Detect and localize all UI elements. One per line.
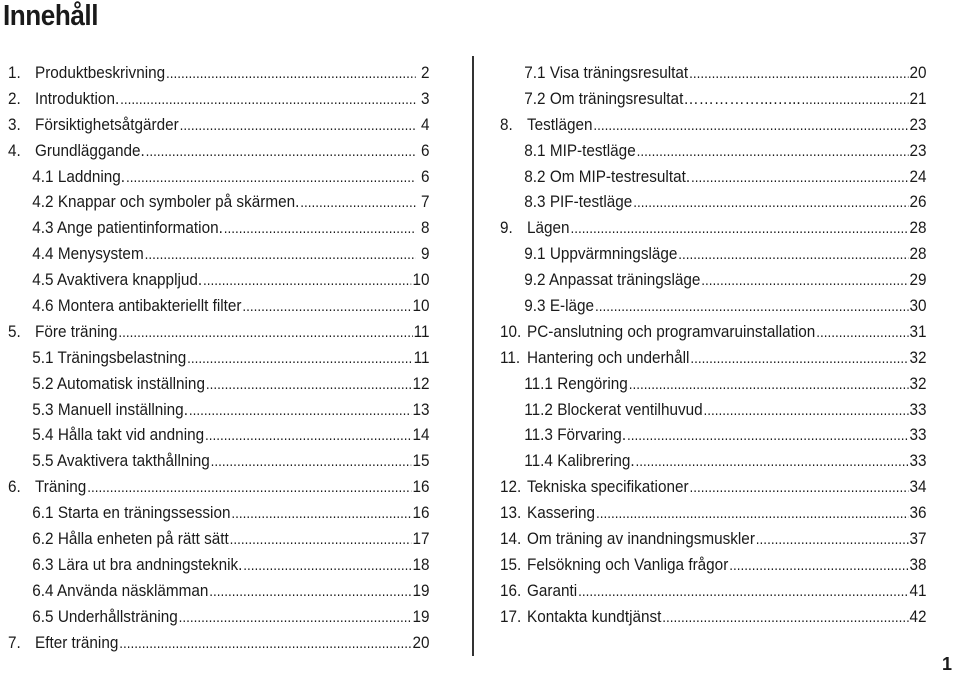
toc-entry-page: 4 xyxy=(421,114,430,134)
page-number: 1 xyxy=(942,654,953,674)
toc-entry-label: Om träning av inandningsmuskler xyxy=(527,529,755,549)
toc-entry-label: Kontakta kundtjänst xyxy=(527,606,662,626)
toc-entry-page: 42 xyxy=(909,606,927,626)
toc-entry-label: 6.5 Underhållsträning xyxy=(32,606,178,626)
toc-entry[interactable] xyxy=(500,528,927,554)
toc-entry[interactable] xyxy=(8,88,430,114)
dot-leader xyxy=(180,115,416,137)
toc-entry-page: 24 xyxy=(909,166,927,186)
toc-right-column xyxy=(500,62,927,632)
toc-entry-page: 12 xyxy=(412,373,430,393)
toc-entry-number: 8. xyxy=(500,114,513,134)
toc-entry[interactable] xyxy=(500,243,927,269)
toc-entry-page: 6 xyxy=(421,166,430,186)
toc-entry-label: Garanti xyxy=(527,580,578,600)
dot-leader xyxy=(689,63,909,85)
toc-entry-page: 18 xyxy=(412,554,430,574)
toc-entry[interactable] xyxy=(500,606,927,632)
toc-entry[interactable] xyxy=(8,502,430,528)
toc-entry[interactable] xyxy=(500,373,927,399)
toc-entry-label: 5.5 Avaktivera takthållning xyxy=(32,451,210,471)
toc-entry-label: 4.3 Ange patientinformation. xyxy=(32,218,223,238)
toc-entry-label: Träning xyxy=(35,477,87,497)
dot-leader xyxy=(145,244,416,266)
toc-entry[interactable] xyxy=(8,62,430,88)
toc-entry[interactable] xyxy=(500,554,927,580)
toc-entry-label: 5.3 Manuell inställning. xyxy=(32,399,188,419)
toc-entry-number: 11. xyxy=(500,347,521,367)
toc-entry-label: 4.2 Knappar och symboler på skärmen. xyxy=(32,192,300,212)
toc-entry-page: 38 xyxy=(909,554,927,574)
toc-entry[interactable] xyxy=(500,450,927,476)
toc-entry[interactable] xyxy=(8,269,430,295)
toc-entry[interactable] xyxy=(8,399,430,425)
toc-entry[interactable] xyxy=(500,347,927,373)
toc-entry-label: 5.1 Träningsbelastning xyxy=(32,347,187,367)
toc-entry-page: 37 xyxy=(909,529,927,549)
toc-entry[interactable] xyxy=(500,476,927,502)
dot-leader xyxy=(179,607,412,629)
toc-entry-page: 36 xyxy=(909,503,927,523)
toc-entry-page: 23 xyxy=(909,140,927,160)
toc-entry-label: 11.1 Rengöring xyxy=(524,373,628,393)
dot-leader xyxy=(118,322,412,344)
toc-entry-label: 9.1 Uppvärmningsläge xyxy=(524,244,678,264)
toc-entry[interactable] xyxy=(500,321,927,347)
dot-leader xyxy=(205,425,412,447)
toc-entry[interactable] xyxy=(8,114,430,140)
toc-entry-page: 33 xyxy=(909,399,927,419)
toc-entry-page: 30 xyxy=(909,296,927,316)
toc-entry-page: 32 xyxy=(909,373,927,393)
toc-entry-label: 7.1 Visa träningsresultat xyxy=(524,63,689,82)
dot-leader xyxy=(633,192,908,214)
dot-leader xyxy=(816,322,908,344)
toc-entry[interactable] xyxy=(8,554,430,580)
dot-leader xyxy=(662,607,908,629)
dot-leader xyxy=(206,374,412,396)
toc-entry-page: 41 xyxy=(909,580,927,600)
dot-leader xyxy=(224,218,416,240)
toc-entry-page: 19 xyxy=(412,606,430,626)
toc-entry-label: 6.1 Starta en träningssession xyxy=(32,503,231,523)
dot-leader xyxy=(593,115,908,137)
toc-entry[interactable] xyxy=(8,606,430,632)
dot-leader xyxy=(209,581,411,603)
dot-leader xyxy=(595,296,909,318)
toc-entry-page: 26 xyxy=(909,192,927,212)
dot-leader xyxy=(691,167,909,189)
toc-entry-label: Tekniska specifikationer xyxy=(527,477,689,497)
toc-entry-label: 6.3 Lära ut bra andningsteknik. xyxy=(32,554,243,574)
toc-entry-label: Grundläggande. xyxy=(35,140,145,160)
dot-leader xyxy=(570,218,908,240)
toc-entry[interactable] xyxy=(500,191,927,217)
toc-entry-page: 33 xyxy=(909,451,927,471)
toc-entry-label: Testlägen xyxy=(527,114,593,134)
toc-entry-label: 11.4 Kalibrering. xyxy=(524,451,635,471)
toc-entry-number: 9. xyxy=(500,218,513,238)
toc-entry-page: 29 xyxy=(909,270,927,290)
toc-entry[interactable] xyxy=(500,269,927,295)
dot-leader xyxy=(203,270,412,292)
toc-entry-page: 10 xyxy=(412,296,430,316)
toc-entry-number: 16. xyxy=(500,580,522,600)
toc-entry[interactable] xyxy=(8,373,430,399)
toc-entry-label: 8.1 MIP-testläge xyxy=(524,140,636,160)
dot-leader xyxy=(242,296,411,318)
toc-entry-number: 14. xyxy=(500,529,522,549)
toc-entry-label: 4.4 Menysystem xyxy=(32,244,144,264)
toc-entry-page: 19 xyxy=(412,580,430,600)
toc-entry-page: 31 xyxy=(909,321,927,341)
toc-entry[interactable] xyxy=(8,217,430,243)
toc-entry-label: 7.2 Om träningsresultat……………...…... xyxy=(524,88,801,108)
toc-entry-page: 34 xyxy=(909,477,927,497)
toc-entry-label: 5.4 Hålla takt vid andning xyxy=(32,425,205,445)
toc-entry-label: Introduktion. xyxy=(35,88,120,108)
dot-leader xyxy=(704,400,909,422)
toc-entry-number: 12. xyxy=(500,477,522,497)
toc-entry-page: 8 xyxy=(421,218,430,238)
toc-entry-label: 9.2 Anpassat träningsläge xyxy=(524,270,701,290)
toc-entry[interactable] xyxy=(500,140,927,166)
column-divider xyxy=(472,56,474,656)
dot-leader xyxy=(230,529,412,551)
toc-entry-label: Produktbeskrivning xyxy=(35,63,166,82)
toc-entry[interactable] xyxy=(500,580,927,606)
toc-entry[interactable] xyxy=(8,166,430,192)
toc-entry[interactable] xyxy=(8,528,430,554)
toc-entry-page: 28 xyxy=(909,244,927,264)
toc-entry-page: 17 xyxy=(412,529,430,549)
toc-entry[interactable] xyxy=(8,424,430,450)
toc-entry-page: 10 xyxy=(412,270,430,290)
toc-entry-label: 8.2 Om MIP-testresultat. xyxy=(524,166,691,186)
dot-leader xyxy=(119,633,411,655)
dot-leader xyxy=(243,555,411,577)
dot-leader xyxy=(187,348,413,370)
toc-entry-label: Lägen xyxy=(527,218,570,238)
toc-entry-label: 5.2 Automatisk inställning xyxy=(32,373,205,393)
dot-leader xyxy=(635,451,908,473)
toc-entry-page: 20 xyxy=(909,63,927,82)
toc-entry[interactable] xyxy=(8,321,430,347)
toc-entry[interactable] xyxy=(500,217,927,243)
toc-entry-number: 2. xyxy=(8,88,21,108)
toc-entry-label: 11.2 Blockerat ventilhuvud xyxy=(524,399,703,419)
toc-left-column xyxy=(8,62,430,657)
toc-entry-page: 28 xyxy=(909,218,927,238)
toc-entry[interactable] xyxy=(8,476,430,502)
dot-leader xyxy=(87,477,411,499)
toc-entry-label: PC-anslutning och programvaruinstallation xyxy=(527,321,816,341)
toc-entry-page: 11 xyxy=(413,321,430,341)
toc-entry[interactable] xyxy=(8,140,430,166)
toc-entry-label: 8.3 PIF-testläge xyxy=(524,192,633,212)
dot-leader xyxy=(689,477,908,499)
dot-leader xyxy=(578,581,909,603)
toc-entry-number: 4. xyxy=(8,140,21,160)
dot-leader xyxy=(146,141,416,163)
toc-entry[interactable] xyxy=(500,166,927,192)
toc-entry-page: 20 xyxy=(412,632,430,652)
toc-entry-label: 9.3 E-läge xyxy=(524,296,595,316)
toc-entry-page: 33 xyxy=(909,425,927,445)
toc-entry-label: Före träning xyxy=(35,321,118,341)
toc-entry-page: 9 xyxy=(421,244,430,264)
dot-leader xyxy=(637,141,909,163)
toc-entry-label: 4.5 Avaktivera knappljud. xyxy=(32,270,203,290)
dot-leader xyxy=(211,451,412,473)
toc-entry-label: 4.1 Laddning. xyxy=(32,166,126,186)
toc-entry-number: 13. xyxy=(500,503,522,523)
dot-leader xyxy=(126,167,416,189)
toc-entry[interactable] xyxy=(500,114,927,140)
toc-entry[interactable] xyxy=(500,502,927,528)
toc-entry[interactable] xyxy=(8,191,430,217)
toc-entry[interactable] xyxy=(8,295,430,321)
toc-entry-number: 17. xyxy=(500,606,522,626)
toc-entry-label: Hantering och underhåll xyxy=(527,347,690,367)
toc-entry-number: 10. xyxy=(500,321,522,341)
dot-leader xyxy=(189,400,412,422)
dot-leader xyxy=(678,244,908,266)
toc-entry-page: 23 xyxy=(909,114,927,134)
dot-leader xyxy=(231,503,411,525)
dot-leader xyxy=(627,425,909,447)
toc-entry-page: 2 xyxy=(421,63,430,82)
toc-entry-page: 14 xyxy=(412,425,430,445)
toc-entry-number: 1. xyxy=(8,63,21,82)
toc-entry-label: 4.6 Montera antibakteriellt filter xyxy=(32,296,242,316)
toc-entry[interactable] xyxy=(500,424,927,450)
toc-entry-page: 16 xyxy=(412,477,430,497)
toc-entry[interactable] xyxy=(500,399,927,425)
toc-entry-page: 15 xyxy=(412,451,430,471)
dot-leader xyxy=(729,555,908,577)
toc-entry-page: 7 xyxy=(421,192,430,212)
toc-entry-label: Felsökning och Vanliga frågor xyxy=(527,554,729,574)
dot-leader xyxy=(701,270,908,292)
dot-leader xyxy=(596,503,909,525)
toc-entry-label: Kassering xyxy=(527,503,596,523)
toc-entry-page: 11 xyxy=(413,347,430,367)
toc-entry-number: 3. xyxy=(8,114,21,134)
toc-entry[interactable] xyxy=(8,580,430,606)
toc-entry-page: 21 xyxy=(909,88,927,108)
toc-entry-number: 6. xyxy=(8,477,21,497)
toc-entry-page: 13 xyxy=(412,399,430,419)
dot-leader xyxy=(120,89,416,111)
dot-leader xyxy=(802,89,909,111)
dot-leader xyxy=(690,348,908,370)
toc-entry-label: 6.4 Använda näsklämman xyxy=(32,580,209,600)
toc-entry-number: 7. xyxy=(8,632,21,652)
dot-leader xyxy=(756,529,909,551)
toc-entry[interactable] xyxy=(500,62,927,88)
toc-entry-page: 3 xyxy=(421,88,430,108)
toc-entry-page: 32 xyxy=(909,347,927,367)
toc-entry[interactable] xyxy=(8,243,430,269)
toc-entry-label: Efter träning xyxy=(35,632,119,652)
toc-entry-page: 16 xyxy=(412,503,430,523)
dot-leader xyxy=(300,192,416,214)
toc-entry-number: 5. xyxy=(8,321,21,341)
toc-entry-label: 6.2 Hålla enheten på rätt sätt xyxy=(32,529,229,549)
toc-entry[interactable] xyxy=(8,632,430,658)
toc-entry-label: Försiktighetsåtgärder xyxy=(35,114,179,134)
toc-entry[interactable] xyxy=(8,347,430,373)
toc-entry[interactable] xyxy=(8,450,430,476)
dot-leader xyxy=(629,374,909,396)
toc-entry[interactable] xyxy=(500,88,927,114)
dot-leader xyxy=(166,63,416,85)
toc-entry-page: 6 xyxy=(421,140,430,160)
toc-entry-number: 15. xyxy=(500,554,522,574)
page-title: Innehåll xyxy=(3,0,99,32)
toc-entry-label: 11.3 Förvaring. xyxy=(524,425,627,445)
toc-entry[interactable] xyxy=(500,295,927,321)
